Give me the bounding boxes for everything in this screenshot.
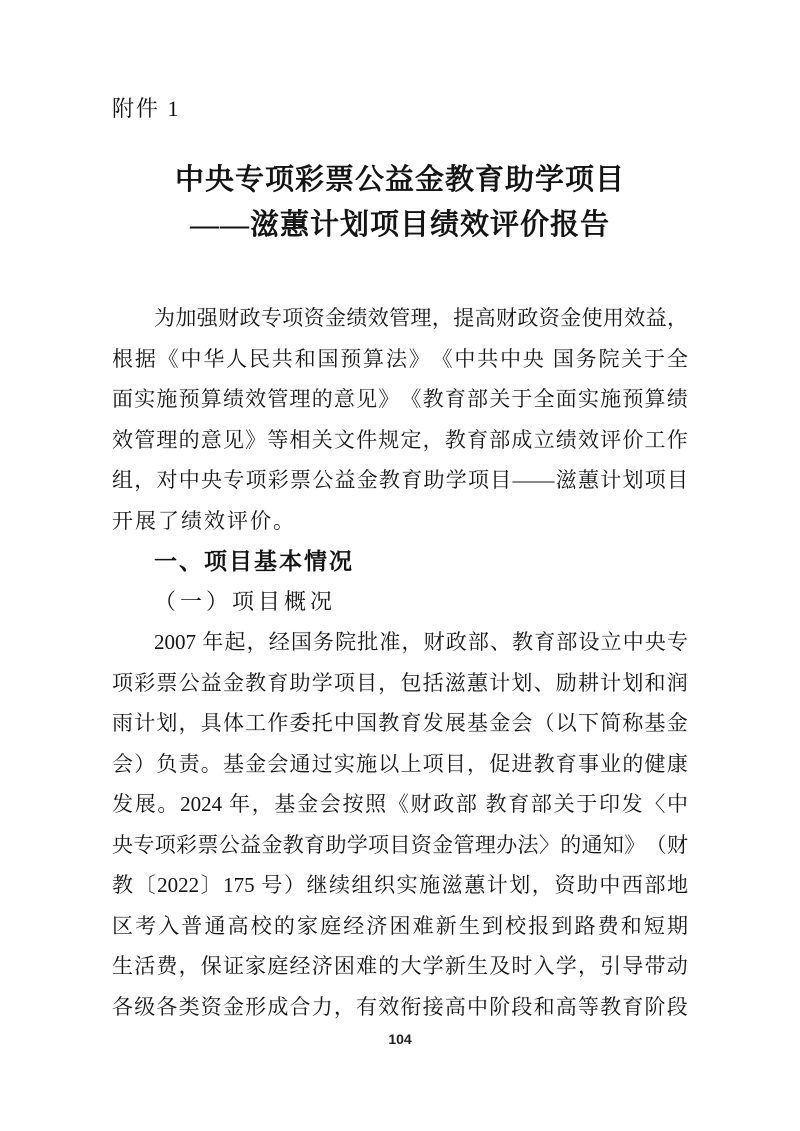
paragraph-line: 组 ， 对 中 央 专 项 彩 票 公 益 金 教 育 助 学 项 目 —— 滋 蕙 计 划 项 目 (112, 468, 688, 492)
paragraph-line: 根 据 《 中 华 人 民 共 和 国 预 算 法 》 《 中 共 中 央 国 务 院 关 于 全 (112, 346, 688, 371)
paragraph-line: 面 实 施 预 算 绩 效 管 理 的 意 见 》 《 教 育 部 关 于 全 面 实 施 预 算 绩 (112, 387, 688, 411)
paragraph-line: 开展了绩效评价。 (112, 508, 296, 533)
section-heading: 一、项目基本情况 (154, 548, 354, 574)
paragraph-line: 发 展 。 2024 年 ， 基 金 会 按 照 《 财 政 部 教 育 部 关 于 印 发 〈 中 (112, 792, 688, 816)
paragraph-line: 会 ） 负 责 。 基 金 会 通 过 实 施 以 上 项 目 ， 促 进 教 育 事 业 的 健 康 (112, 751, 688, 776)
document-body (112, 298, 688, 1027)
paragraph-line: 项 彩 票 公 益 金 教 育 助 学 项 目 ， 包 括 滋 蕙 计 划 、 励 耕 计 划 和 润 (112, 670, 688, 695)
paragraph-line: 央 专 项 彩 票 公 益 金 教 育 助 学 项 目 资 金 管 理 办 法 〉 的 通 知 》 （ 财 (112, 832, 688, 857)
attachment-label: 附件 1 (112, 96, 181, 121)
paragraph-line: 各 级 各 类 资 金 形 成 合 力 ， 有 效 衔 接 高 中 阶 段 和 高 等 教 育 阶 段 (112, 994, 688, 1019)
paragraph-line: 生 活 费 ， 保 证 家 庭 经 济 困 难 的 大 学 新 生 及 时 入 学 ， 引 导 带 动 (112, 954, 688, 978)
paragraph-line: 教 〔 2022 〕 175 号 ） 继 续 组 织 实 施 滋 蕙 计 划 ， 资 助 中 西 部 地 (112, 873, 688, 897)
report-title-line-1: 中央专项彩票公益金教育助学项目 (174, 164, 625, 196)
paragraph-line: 区 考 入 普 通 高 校 的 家 庭 经 济 困 难 新 生 到 校 报 到 路 费 和 短 期 (112, 913, 688, 938)
report-title-line-2: ——滋蕙计划项目绩效评价报告 (189, 209, 610, 241)
paragraph-line: 为 加 强 财 政 专 项 资 金 绩 效 管 理 ， 提 高 财 政 资 金 使 用 效 益 ， (154, 306, 688, 330)
report-title (0, 158, 800, 248)
paragraph-line: 雨 计 划 ， 具 体 工 作 委 托 中 国 教 育 发 展 基 金 会 （ 以 下 简 称 基 金 (112, 711, 688, 735)
page-number: 104 (388, 1031, 412, 1047)
paragraph-line: 2007 年 起 ， 经 国 务 院 批 准 ， 财 政 部 、 教 育 部 设 立 中 央 专 (154, 630, 688, 654)
subsection-heading: （一）项目概况 (154, 588, 337, 614)
paragraph-line: 效 管 理 的 意 见 》 等 相 关 文 件 规 定 ， 教 育 部 成 立 绩 效 评 价 工 作 (112, 427, 688, 452)
